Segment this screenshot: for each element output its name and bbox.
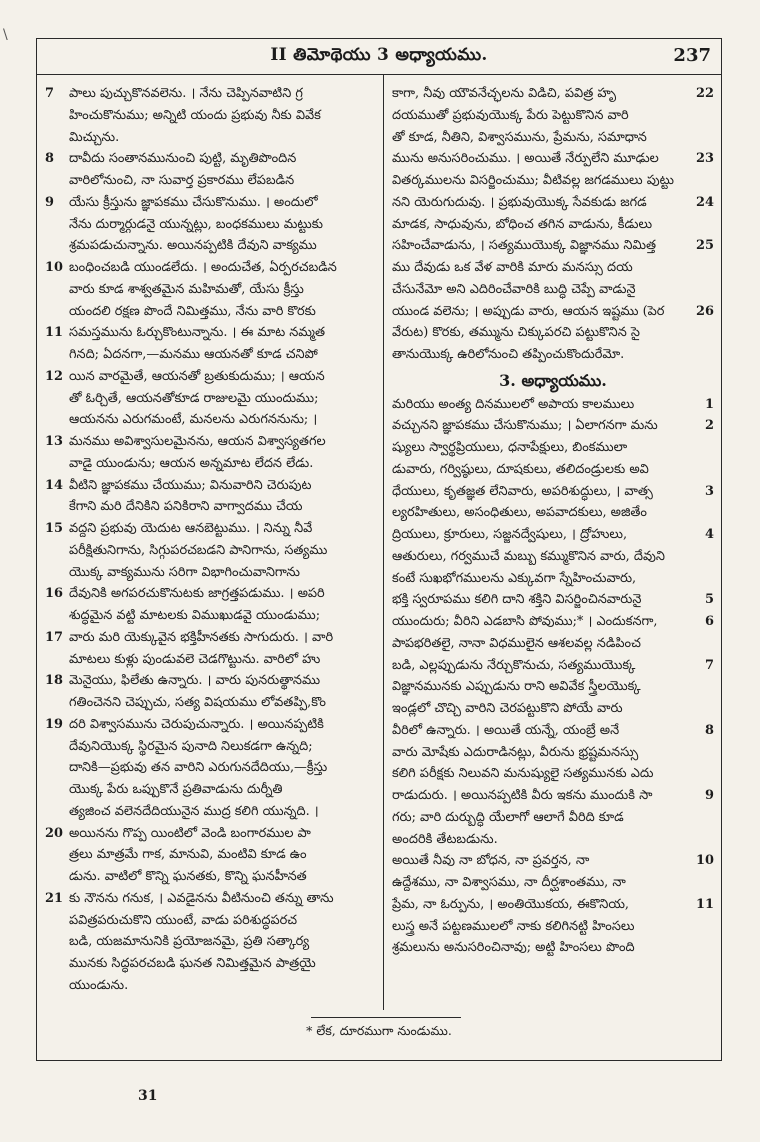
text-line [392, 524, 714, 546]
text-line [45, 170, 377, 192]
verse-number [45, 975, 69, 997]
text-line [45, 344, 377, 366]
verse-number: 10 [45, 260, 63, 275]
text-line [392, 742, 714, 764]
verse-number [45, 562, 69, 584]
verse-text: ఆయనను ఎరుగమంటే, మనలను ఎరుగననును; । [69, 412, 318, 428]
verse-text: మరియు అంత్య దినములలో అపాయ కాలములు [392, 396, 635, 412]
verse-number [45, 170, 69, 192]
text-line [45, 322, 377, 344]
text-line [45, 235, 377, 257]
text-line [392, 589, 714, 611]
verse-number: 23 [696, 151, 714, 167]
verse-text: మాడక, సాధువును, బోధించ తగిన వాడును, కీడులు [392, 216, 653, 232]
verse-number [45, 692, 69, 714]
verse-number: 7 [705, 657, 714, 673]
text-line [45, 910, 377, 932]
text-line [45, 475, 377, 497]
verse-number: 9 [705, 788, 714, 803]
text-line [392, 894, 714, 916]
verse-number [45, 453, 69, 475]
verse-number: 14 [45, 477, 63, 493]
text-line [392, 763, 714, 785]
text-line [45, 409, 377, 431]
text-line [392, 611, 714, 633]
verse-text: ఆతురులు, గర్వముచే మబ్బు కమ్ముకొనిన వారు, దేవుని [392, 548, 665, 564]
right-column-bottom [392, 394, 714, 960]
verse-number: 5 [705, 592, 714, 608]
text-line [392, 279, 714, 301]
text-line [392, 148, 714, 170]
verse-text: ఉద్దేశము, నా విశ్వాసము, నా దీర్ఘశాంతము, నా [392, 875, 626, 890]
text-line [45, 823, 377, 845]
verse-text: కేగాని మరి దేనికిని పనికిరాని వాగ్వాదము చేయ [69, 499, 303, 515]
text-line [392, 301, 714, 323]
verse-text: ష్యులు స్వార్థప్రియులు, ధనాపేక్షులు, బింకములా [392, 440, 628, 455]
verse-text: కు నౌనను గనుక, । ఎవడైనను వీటినుంచి తన్ను తాను [69, 890, 334, 906]
verse-text: బంధించబడి యుండలేదు. । అందుచేత, ఏర్పరచబడిన [69, 260, 337, 275]
right-column-top [392, 83, 714, 366]
verse-text: శ్రమలును అనుసరించినావు; అట్టి హింసలు పొంది [392, 940, 635, 956]
verse-text: యేసు క్రీస్తును జ్ఞాపకము చేసుకొనుము. । అందులో [69, 194, 318, 210]
verse-text: మునకు సిద్ధపరచబడి ఘనత నిమిత్తమైన పాత్రయై [69, 956, 316, 971]
text-line [45, 801, 377, 823]
verse-text: అందరికి తేటబడును. [392, 831, 498, 847]
verse-number [45, 736, 69, 758]
verse-number [45, 540, 69, 562]
verse-number: 18 [45, 673, 63, 689]
text-line [45, 257, 377, 279]
footnote: * లేక, దూరముగా నుండుము. [306, 1023, 452, 1038]
verse-number: 11 [45, 325, 63, 341]
verse-text: ద్రియులు, క్రూరులు, సజ్జనద్వేషులు, । ద్రోహులు, [392, 527, 628, 542]
verse-number [45, 127, 69, 149]
verse-number [45, 757, 69, 779]
verse-text: శుద్ధమైన వట్టి మాటలకు విముఖుడవై యుండుము; [69, 608, 321, 623]
page-number: 237 [673, 45, 711, 66]
verse-text: వారు కూడ శాశ్వతమైన మహిమతో, యేసు క్రీస్తు [69, 281, 304, 297]
verse-text: పరీక్షితునిగాను, సిగ్గుపరచబడని పానిగాను, సత్యము [69, 542, 328, 558]
text-line [45, 518, 377, 540]
verse-text: యొక్క వాక్యమును సరిగా విభాగించువానిగాను [69, 564, 300, 580]
verse-text: గతించెనని చెప్పుచు, సత్య విషయము లోవతప్పి,కొం [69, 695, 326, 710]
text-line [392, 127, 714, 149]
verse-text: ప్రేమ, నా ఓర్పును, । అంతియొకయ, ఈకొనియ, [392, 896, 630, 912]
text-line [392, 785, 714, 807]
text-line [392, 170, 714, 192]
verse-number: 15 [45, 521, 63, 536]
verse-text: వద్దని ప్రభువు యెదుట ఆనబెట్టుము. । నిన్ను నీవే [69, 521, 313, 536]
verse-number [45, 105, 69, 127]
verse-number: 7 [45, 86, 54, 101]
verse-number [45, 866, 69, 888]
verse-text: అయితే నీవు నా బోధన, నా ప్రవర్తన, నా [392, 853, 590, 869]
verse-number: 25 [696, 238, 714, 254]
verse-text: ఇండ్లలో చొచ్చి వారిని చెరపట్టుకొని పోయే వారు [392, 701, 623, 716]
text-line [45, 866, 377, 888]
text-line [45, 953, 377, 975]
verse-text: త్యజించ వలెనదేదియునైన ముద్ర కలిగి యున్నది. । [69, 803, 319, 819]
verse-text: యొక్క పేరు ఒప్పుకొనే ప్రతివాడును దుర్నీతి [69, 782, 283, 797]
verse-text: చేసునేమో అని ఎదిరించేవారికి బుద్ధి చెప్పే వాడునై [392, 281, 636, 297]
verse-number: 26 [696, 303, 714, 319]
verse-text: యుండ వలెను; । అప్పుడు వారు, ఆయన ఇష్టము (పెర [392, 303, 665, 319]
verse-text: రాడుదురు. । అయినప్పటికి వీరు ఇకను ముందుకి సా [392, 788, 653, 803]
text-line [45, 757, 377, 779]
text-line [392, 235, 714, 257]
verse-number [45, 779, 69, 801]
margin-mark: \ [3, 27, 8, 43]
verse-number: 12 [45, 368, 63, 384]
verse-number: 20 [45, 825, 63, 841]
verse-number [45, 931, 69, 953]
verse-number: 19 [45, 716, 63, 732]
verse-number [45, 344, 69, 366]
text-line [392, 344, 714, 366]
verse-text: గరు; వారి దుర్బుద్ధి యేలాగో ఆలాగే వీరిది కూడ [392, 809, 624, 825]
text-line [392, 481, 714, 503]
verse-text: కాగా, నీవు యౌవనేచ్ఛలను విడిచి, పవిత్ర హృ [392, 86, 617, 101]
text-line [45, 714, 377, 736]
verse-text: దయముతో ప్రభువుయొక్క పేరు పెట్టుకొనిన వారి [392, 107, 629, 123]
verse-text: మెనైయు, ఫిలేతు ఉన్నారు. । వారు పునరుత్థానము [69, 673, 321, 689]
text-line [45, 388, 377, 410]
verse-number [45, 605, 69, 627]
text-line [392, 394, 714, 416]
verse-text: యందలి రక్షణ పొందే నిమిత్తము, నేను వారి కొరకు [69, 303, 316, 319]
verse-number [45, 301, 69, 323]
text-line [45, 540, 377, 562]
right-column [392, 83, 714, 959]
verse-number [45, 279, 69, 301]
text-line [392, 872, 714, 894]
verse-text: మాటలు కుళ్లు పుండువలె చెడగొట్టును. వారిలో హు [69, 651, 321, 667]
verse-number: 24 [696, 194, 714, 210]
verse-text: దరి విశ్వాసమును చెరుపుచున్నారు. । అయినప్పటికి [69, 716, 324, 732]
verse-number [45, 409, 69, 431]
verse-number: 6 [705, 614, 714, 629]
verse-text: వేరుట) కొరకు, తమ్మును చిక్కుపరచి పట్టుకొనిన సై [392, 325, 640, 341]
verse-text: వారిలోనుంచి, నా సువార్త ప్రకారము లేపబడిన [69, 173, 295, 188]
text-line [45, 366, 377, 388]
text-line [45, 127, 377, 149]
verse-text: హించుకొనుము; అన్నిటి యందు ప్రభువు నీకు వివేక [69, 107, 321, 123]
text-line [45, 105, 377, 127]
verse-number [45, 844, 69, 866]
text-line [45, 301, 377, 323]
verse-text: శ్రమపడుచున్నాను. అయినప్పటికి దేవుని వాక్యము [69, 238, 317, 254]
text-line [392, 502, 714, 524]
chapter-heading: 3. అధ్యాయము. [499, 370, 607, 390]
text-line [392, 916, 714, 938]
verse-text: వచ్చునని జ్ఞాపకము చేసుకొనుము; । ఏలాగనగా మను [392, 418, 658, 434]
verse-text: లుస్త్ర అనే పట్టణములలో నాకు కలిగినట్టి హింసలు [392, 918, 635, 934]
verse-text: తానుయొక్క ఉరిలోనుంచి తప్పించుకొందురేమో. [392, 347, 625, 362]
text-line [392, 257, 714, 279]
verse-text: సమస్తమును ఓర్చుకొంటున్నాను. । ఈ మాట నమ్మత [69, 325, 325, 341]
verse-text: తో కూడ, నీతిని, విశ్వాసమును, ప్రేమను, సమాధాన [392, 129, 647, 145]
text-line [392, 459, 714, 481]
text-line [45, 975, 377, 997]
verse-text: దేవునికి అగపరచుకొనుటకు జాగ్రత్తపడుము. । అపరి [69, 586, 325, 602]
text-line [392, 655, 714, 677]
text-line [392, 568, 714, 590]
text-line [45, 583, 377, 605]
verse-text: యుండును. [69, 977, 129, 993]
text-line [392, 322, 714, 344]
text-line [45, 431, 377, 453]
verse-text: వీటిని జ్ఞాపకము చేయుము; వినువారిని చెరుపుట [69, 477, 312, 493]
column-divider [383, 75, 384, 1010]
footnote-rule [311, 1017, 461, 1018]
verse-number: 8 [705, 722, 714, 738]
text-line [392, 807, 714, 829]
text-line [45, 83, 377, 105]
text-line [45, 736, 377, 758]
verse-number [45, 953, 69, 975]
text-line [45, 562, 377, 584]
verse-text: ల్యరహితులు, అసంధితులు, అపవాదకులు, అజితేం [392, 505, 647, 521]
verse-number: 2 [705, 418, 714, 434]
verse-number: 16 [45, 586, 63, 602]
verse-text: వారు మోషేకు ఎదురాడినట్లు, వీరును భ్రష్టమనస్సు [392, 744, 639, 760]
text-line [392, 83, 714, 105]
text-line [392, 829, 714, 851]
text-line [392, 105, 714, 127]
text-line [45, 627, 377, 649]
text-line [392, 192, 714, 214]
text-line [45, 888, 377, 910]
text-line [45, 192, 377, 214]
verse-text: కలిగి పరీక్షకు నిలువని మనుష్యులై సత్యమునకు ఎదు [392, 766, 654, 782]
verse-text: పవిత్రపరుచుకొని యుంటే, వాడు పరిశుద్ధపరచ [69, 912, 298, 928]
text-line [45, 214, 377, 236]
verse-number: 8 [45, 151, 54, 167]
verse-number: 3 [705, 483, 714, 499]
text-line [45, 692, 377, 714]
verse-number [45, 388, 69, 410]
text-line [45, 496, 377, 518]
text-line [392, 720, 714, 742]
verse-number: 9 [45, 194, 54, 210]
verse-text: యుందురు; వీరిని ఎడబాసి పోవుము;* । ఎందుకనగా, [392, 614, 658, 629]
verse-number: 17 [45, 629, 63, 645]
verse-number: 10 [696, 853, 714, 869]
text-line [392, 676, 714, 698]
text-line [392, 937, 714, 959]
verse-number [45, 235, 69, 257]
verse-text: దేవునియొక్క స్థిరమైన పునాది నిలుకడగా ఉన్నది; [69, 738, 313, 754]
verse-text: దావీదు సంతానమునుంచి పుట్టి, మృతిపొందిన [69, 151, 297, 167]
verse-number: 13 [45, 434, 63, 449]
verse-number: 4 [705, 527, 714, 542]
verse-text: త్రలు మాత్రమే గాక, మానువి, మంటివి కూడ ఉం [69, 847, 307, 863]
verse-number: 11 [696, 896, 714, 912]
page-frame [36, 38, 722, 1061]
text-line [392, 214, 714, 236]
verse-text: యిన వారమైతే, ఆయనతో బ్రతుకుదుము; । ఆయన [69, 368, 325, 384]
text-line [45, 670, 377, 692]
text-line [45, 844, 377, 866]
verse-text: బడి, ఎల్లప్పుడును నేర్చుకొనుచు, సత్యముయొక్క [392, 657, 636, 673]
text-line [392, 437, 714, 459]
verse-text: ధేయులు, కృతజ్ఞత లేనివారు, అపరిశుద్ధులు, । వాత్స [392, 483, 653, 499]
verse-number [45, 214, 69, 236]
verse-text: సహించేవాడును, । సత్యముయొక్క విజ్ఞానము నిమిత్త [392, 238, 657, 254]
verse-number: 22 [696, 86, 714, 101]
verse-number: 21 [45, 890, 63, 906]
verse-text: అయినను గొప్ప యింటిలో వెండి బంగారముల పా [69, 825, 311, 841]
verse-text: నని యెరుగుదువు. । ప్రభువుయొక్క సేవకుడు జగడ [392, 194, 647, 210]
verse-text: ము దేవుడు ఒక వేళ వారికి మారు మనస్సు దయ [392, 260, 633, 275]
verse-text: విజ్ఞానమునకు ఎప్పుడును రాని అవివేక స్త్రీలయొక్క [392, 679, 641, 695]
verse-text: గినది; ఏదనగా,—మనము ఆయనతో కూడ చనిపో [69, 347, 318, 362]
verse-number [45, 801, 69, 823]
text-line [45, 605, 377, 627]
footer-number: 31 [138, 1088, 158, 1104]
text-line [45, 453, 377, 475]
verse-number [45, 496, 69, 518]
text-line [45, 279, 377, 301]
text-line [392, 415, 714, 437]
verse-text: నేను దుర్మార్గుడనై యున్నట్లు, బంధకములు మట్టుకు [69, 216, 323, 232]
verse-text: డువారు, గర్విష్ఠులు, దూషకులు, తలిదండ్రులకు అవి [392, 461, 649, 477]
verse-text: మును అనుసరించుము. । అయితే నేర్పులేని మూఢుల [392, 151, 659, 167]
text-line [45, 779, 377, 801]
text-line [45, 148, 377, 170]
verse-text: వీరిలో ఉన్నారు. । అయితే యన్నే, యంబ్రే అనే [392, 722, 620, 738]
text-line [45, 931, 377, 953]
text-line [392, 698, 714, 720]
verse-text: బడి, యజమానునికి ప్రయోజనమై, ప్రతి సత్కార్య [69, 934, 310, 950]
verse-text: డును. వాటిలో కొన్ని ఘనతకు, కొన్ని ఘనహీనత [69, 869, 307, 884]
verse-text: మిచ్చును. [69, 129, 120, 145]
verse-text: వాడై యుండును; ఆయన అన్నమాట లేదన లేడు. [69, 455, 314, 471]
text-line [392, 850, 714, 872]
text-line [45, 649, 377, 671]
verse-number [45, 649, 69, 671]
verse-text: మనము అవిశ్వాసులమైనను, ఆయన విశ్వాస్యతగల [69, 434, 326, 449]
verse-text: భక్తి స్వరూపము కలిగి దాని శక్తిని విసర్జించినవారునై [392, 592, 642, 608]
verse-text: పాలు పుచ్చుకొనవలెను. । నేను చెప్పినవాటిని గ్ర [69, 86, 303, 101]
verse-text: కంటే సుఖభోగములను ఎక్కువగా స్నేహించువారు, [392, 570, 637, 586]
left-column [45, 83, 377, 997]
verse-number [45, 910, 69, 932]
verse-text: పాపభరితలై, నానా విధములైన ఆశలవల్ల నడిపించ [392, 635, 641, 651]
verse-text: వారు మరి యెక్కువైన భక్తిహీనతకు సాగుదురు. । వారి [69, 629, 334, 645]
verse-text: వితర్కములను విసర్జించుము; వీటివల్ల జగడములు పుట్టు [392, 173, 674, 188]
verse-number: 1 [705, 396, 714, 412]
running-header [37, 39, 721, 75]
text-line [392, 546, 714, 568]
verse-text: తో ఓర్చితే, ఆయనతోకూడ రాజులమై యుందుము; [69, 390, 319, 406]
verse-text: దానికి—ప్రభువు తన వారిని ఎరుగునదేదియు,—క్రీస్తు [69, 760, 328, 776]
text-line [392, 633, 714, 655]
header-title: II తిమోథెయు 3 అధ్యాయము. [270, 45, 488, 65]
